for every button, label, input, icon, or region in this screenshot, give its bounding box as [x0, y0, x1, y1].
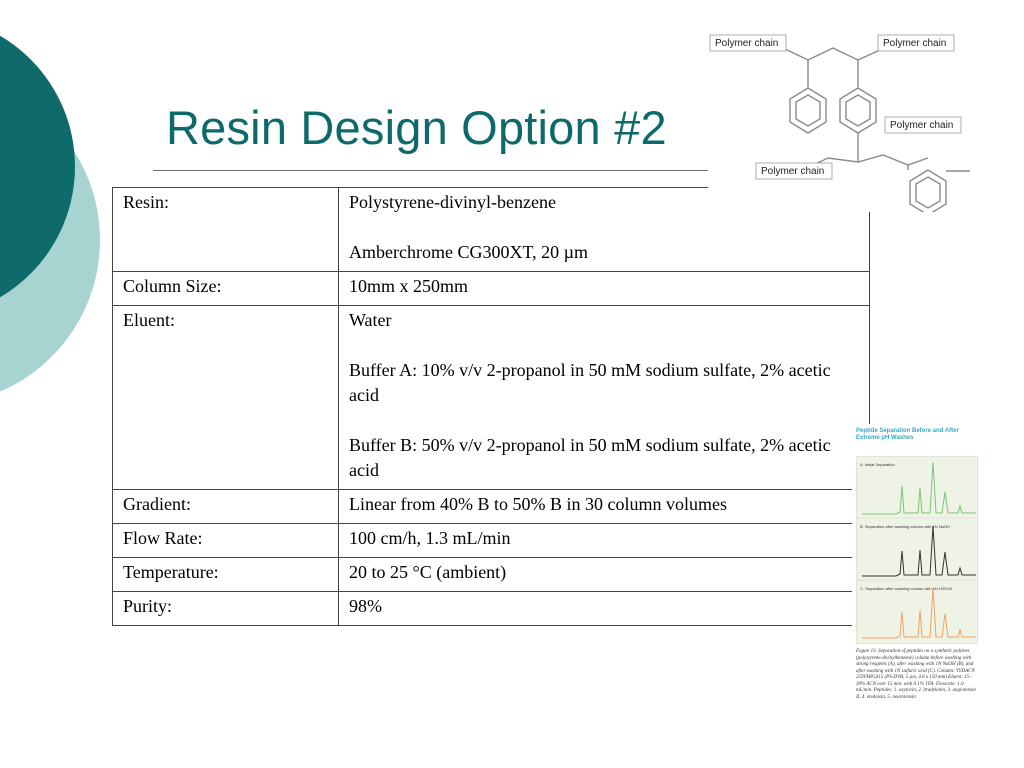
spec-value-line: Buffer A: 10% v/v 2-propanol in 50 mM sodium sulfate, 2% acetic acid: [349, 360, 831, 405]
spec-value: [339, 592, 870, 626]
resin-spec-table: [112, 187, 870, 626]
peptide-separation-figure: [852, 424, 982, 724]
polymer-chain-label: Polymer chain: [761, 166, 825, 177]
chromatogram-svg: [856, 456, 978, 644]
spec-value-line: Polystyrene-divinyl-benzene: [349, 192, 556, 212]
spec-label: Flow Rate:: [113, 524, 339, 558]
peptide-figure-caption: Figure 13. Separation of peptides on a synthetic polymer (polystyrene-divinylbenzene) column before washing with strong reagents (A), after washing with 1N NaOH (B), and after washing with 1N sulfuric acid (C). Column: YYDAC® 259VHP5415 (PS-DVB, 5 µm, 4.6 x 150 mm) Eluent: 15–30% ACN over 15 min. with 0.1% TFA. Flowrate: 1.0 mL/min. Peptides: 1. oxytocin, 2. bradykinin, 3. angiotensin II, 4. eledoisin, 5. neurotensin: [856, 649, 976, 700]
spec-value-line: Amberchrome CG300XT, 20 µm: [349, 242, 588, 262]
spec-value-line: 98%: [349, 596, 382, 616]
polymer-chain-label: Polymer chain: [883, 38, 947, 49]
spec-value: [339, 558, 870, 592]
spec-value: [339, 490, 870, 524]
spec-row: [113, 306, 870, 490]
spec-value-line: 10mm x 250mm: [349, 276, 469, 296]
spec-value-line: [349, 215, 859, 240]
polymer-structure-svg: [708, 30, 973, 212]
trace-label-c: C. Separation after washing column with 1N H2SO4: [860, 586, 953, 591]
trace-label-b: B. Separation after washing column with 1N NaOH: [860, 524, 950, 529]
polymer-chain-label: Polymer chain: [715, 38, 779, 49]
trace-label-a: A. Initial Separation: [860, 462, 895, 467]
spec-row: [113, 490, 870, 524]
spec-row: [113, 524, 870, 558]
spec-label: Purity:: [113, 592, 339, 626]
spec-label: Temperature:: [113, 558, 339, 592]
spec-value: [339, 306, 870, 490]
spec-label: Resin:: [113, 188, 339, 272]
spec-value-line: 100 cm/h, 1.3 mL/min: [349, 528, 511, 548]
slide-title: Resin Design Option #2: [166, 101, 667, 154]
spec-value-line: 20 to 25 °C (ambient): [349, 562, 507, 582]
spec-label: Gradient:: [113, 490, 339, 524]
spec-value-line: Water: [349, 310, 392, 330]
spec-value: [339, 524, 870, 558]
spec-value-line: [349, 408, 859, 433]
spec-row: [113, 272, 870, 306]
spec-value-line: Linear from 40% B to 50% B in 30 column volumes: [349, 494, 727, 514]
spec-row: [113, 592, 870, 626]
polymer-structure-figure: [708, 30, 973, 212]
spec-value-line: [349, 333, 859, 358]
spec-value: [339, 272, 870, 306]
spec-row: [113, 558, 870, 592]
spec-label: Column Size:: [113, 272, 339, 306]
peptide-figure-title: Peptide Separation Before and After Extreme pH Washes: [856, 428, 959, 441]
spec-value-line: Buffer B: 50% v/v 2-propanol in 50 mM sodium sulfate, 2% acetic acid: [349, 435, 831, 480]
spec-label: Eluent:: [113, 306, 339, 490]
polymer-chain-label: Polymer chain: [890, 120, 954, 131]
